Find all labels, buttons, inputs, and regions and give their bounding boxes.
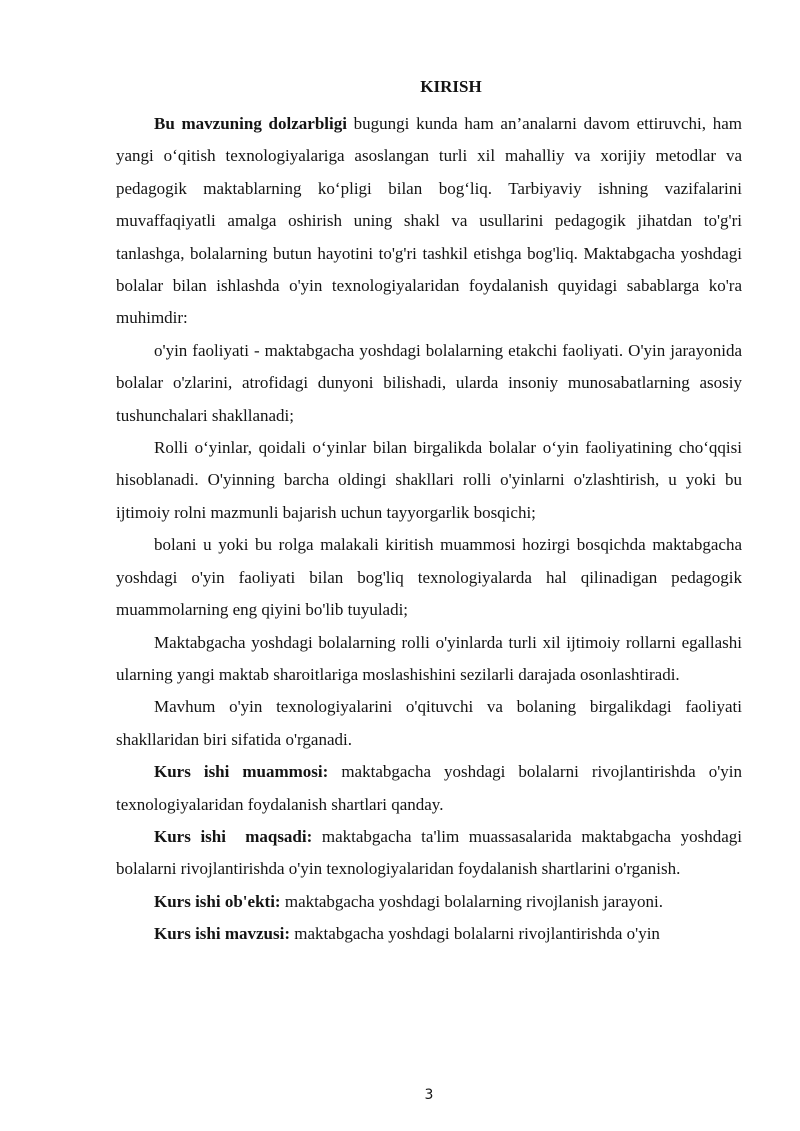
paragraph-problem — [116, 756, 742, 821]
paragraph-text: bugungi kunda ham an’analarni davom ettiruvchi, ham yangi o‘qitish texnologiyalariga asoslangan turli xil mahalliy va xorijiy metodlar va pedagogik maktablarning ko‘pligi bilan bog‘liq. Tarbiyaviy ishning vazifalarini muvaffaqiyatli amalga oshirish uning shakl va usullarini pedagogik jihatdan to'g'ri tanlashga, bolalarning butun hayotini to'g'ri tashkil etishga bog'liq. Maktabgacha yoshdagi bolalar bilan ishlashda o'yin texnologiyalaridan foydalanish quyidagi sabablarga ko'ra muhimdir: — [116, 114, 743, 328]
paragraph-text: Maktabgacha yoshdagi bolalarning rolli o'yinlarda turli xil ijtimoiy rollarni egallashi ularning yangi maktab sharoitlariga moslashishini sezilarli darajada osonlashtiradi. — [116, 632, 742, 684]
section-title: KIRISH — [420, 77, 482, 96]
paragraph-bold-lead: Kurs ishi ob'ekti: — [154, 891, 281, 911]
paragraph-text: maktabgacha yoshdagi bolalarni rivojlantirishda o'yin — [290, 924, 660, 944]
document-page — [116, 76, 742, 951]
paragraph-text: maktabgacha yoshdagi bolalarni rivojlantirishda o'yin texnologiyalaridan foydalanish shartlari qanday. — [116, 762, 742, 814]
paragraph-goal — [116, 821, 742, 886]
page-number: 3 — [424, 1087, 434, 1103]
paragraph-text: Rolli o‘yinlar, qoidali o‘yinlar bilan birgalikda bolalar o‘yin faoliyatining cho‘qqisi hisoblanadi. O'yinning barcha oldingi shakllari rolli o'yinlarni o'zlashtirish, u yoki bu ijtimoiy rolni mazmunli bajarish uchun tayyorgarlik bosqichi; — [116, 438, 742, 522]
paragraph-relevance — [116, 108, 742, 335]
paragraph-subject — [116, 918, 742, 950]
paragraph-object — [116, 886, 742, 918]
paragraph-text: maktabgacha yoshdagi bolalarning rivojlanish jarayoni. — [280, 891, 663, 911]
paragraph-role-problem — [116, 529, 742, 626]
paragraph-bold-lead: Kurs ishi mavzusi: — [154, 924, 291, 944]
paragraph-text: bolani u yoki bu rolga malakali kiritish muammosi hozirgi bosqichda maktabgacha yoshdagi o'yin faoliyati bilan bog'liq texnologiyalarda hal qilinadigan pedagogik muammolarning eng qiyini bo'lib tuyuladi; — [116, 535, 742, 620]
paragraph-social-roles — [116, 627, 742, 692]
paragraph-play-activity — [116, 335, 742, 432]
paragraph-text: o'yin faoliyati - maktabgacha yoshdagi bolalarning etakchi faoliyati. O'yin jarayonida bolalar o'zlarini, atrofidagi dunyoni bilishadi, ularda insoniy munosabatlarning asosiy tushunchalari shakllanadi; — [116, 340, 742, 425]
paragraph-bold-lead: Kurs ishi maqsadi: — [154, 826, 313, 846]
paragraph-abstract — [116, 691, 742, 756]
paragraph-role-games — [116, 432, 742, 529]
paragraph-text: Mavhum o'yin texnologiyalarini o'qituvchi va bolaning birgalikdagi faoliyati shakllaridan biri sifatida o'rganadi. — [116, 697, 742, 749]
paragraph-bold-lead: Kurs ishi muammosi: — [154, 762, 329, 782]
paragraph-bold-lead: Bu mavzuning dolzarbligi — [154, 114, 347, 133]
paragraph-text: maktabgacha ta'lim muassasalarida maktabgacha yoshdagi bolalarni rivojlantirishda o'yin texnologiyalaridan foydalanish shartlarini o'rganish. — [116, 826, 742, 879]
